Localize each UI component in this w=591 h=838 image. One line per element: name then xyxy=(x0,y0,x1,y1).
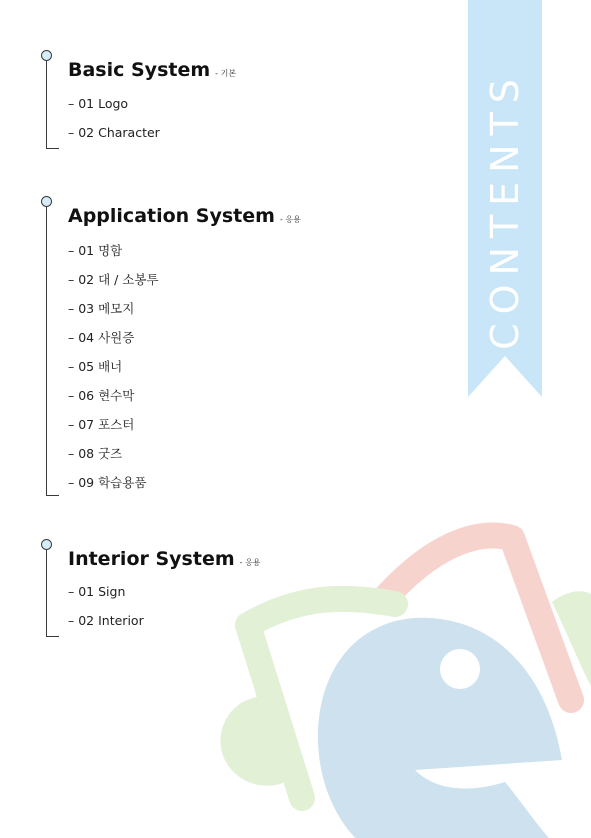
list-item: – 05 배너 xyxy=(68,359,123,374)
list-item: – 09 학습용품 xyxy=(68,475,147,490)
list-item: – 07 포스터 xyxy=(68,417,135,432)
list-item: – 06 현수막 xyxy=(68,388,135,403)
list-item: – 02 Character xyxy=(68,125,160,140)
section-title-text: Basic System xyxy=(68,59,211,81)
list-item: – 04 사원증 xyxy=(68,330,135,345)
list-item: – 02 대 / 소봉투 xyxy=(68,272,159,287)
list-item: – 01 명함 xyxy=(68,243,123,258)
section-title xyxy=(68,205,301,227)
section-subtitle: - 응용 xyxy=(239,558,261,567)
contents-banner-label: CONTENTS xyxy=(483,70,527,350)
list-item: – 08 굿즈 xyxy=(68,446,123,461)
section-bottom-line xyxy=(46,148,59,149)
list-item: – 01 Logo xyxy=(68,96,129,111)
section-marker-circle xyxy=(41,196,52,207)
section-title xyxy=(68,548,261,570)
section-vertical-line xyxy=(46,61,47,148)
section-title-text: Interior System xyxy=(68,548,235,570)
section-title-text: Application System xyxy=(68,205,275,227)
list-item: – 02 Interior xyxy=(68,613,144,628)
section-subtitle: - 응용 xyxy=(279,215,301,224)
list-item: – 01 Sign xyxy=(68,584,126,599)
section-bottom-line xyxy=(46,636,59,637)
section-vertical-line xyxy=(46,207,47,495)
section-vertical-line xyxy=(46,550,47,636)
list-item: – 03 메모지 xyxy=(68,301,135,316)
section-title xyxy=(68,59,236,81)
section-bottom-line xyxy=(46,495,59,496)
section-subtitle: - 기본 xyxy=(215,69,237,78)
section-marker-circle xyxy=(41,539,52,550)
section-marker-circle xyxy=(41,50,52,61)
